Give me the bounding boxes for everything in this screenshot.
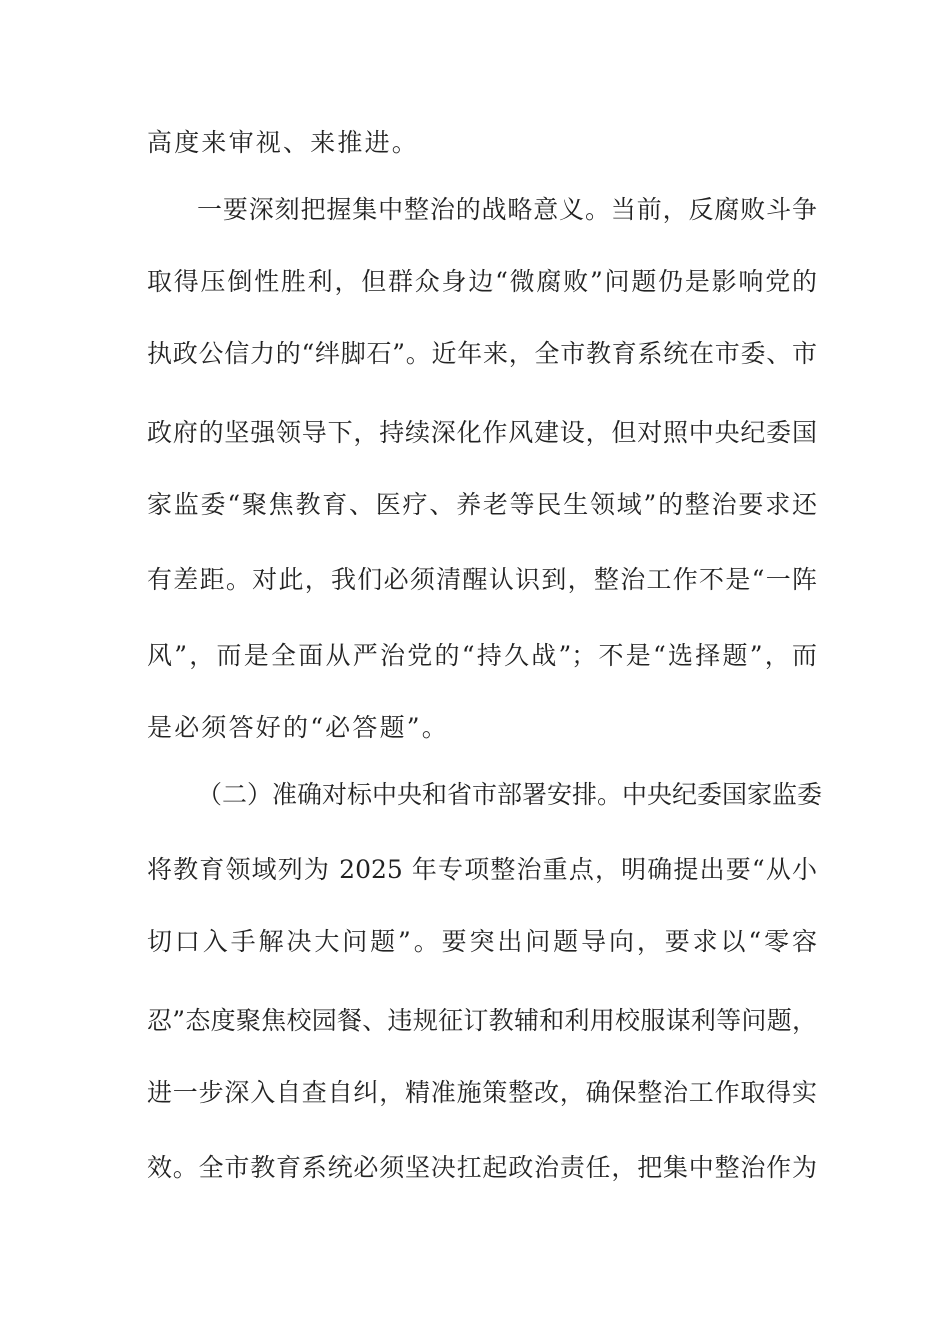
paragraph-3-line-5: 进一步深入自查自纠，精准施策整改，确保整治工作取得实 [147,1078,817,1107]
paragraph-2-line-3: 执政公信力的“绊脚石”。近年来，全市教育系统在市委、市 [147,339,817,368]
paragraph-3-line-2: 将教育领域列为 2025 年专项整治重点，明确提出要“从小 [147,855,817,884]
paragraph-3-line-4: 忍”态度聚焦校园餐、违规征订教辅和利用校服谋利等问题， [147,1006,817,1035]
paragraph-3-line-3: 切口入手解决大问题”。要突出问题导向，要求以“零容 [147,927,817,956]
paragraph-2-line-6: 有差距。对此，我们必须清醒认识到，整治工作不是“一阵 [147,565,817,594]
paragraph-3-line-1: （二）准确对标中央和省市部署安排。中央纪委国家监委 [197,780,823,809]
paragraph-1-line-1: 高度来审视、来推进。 [147,128,420,157]
paragraph-3-line-6: 效。全市教育系统必须坚决扛起政治责任，把集中整治作为 [147,1153,817,1182]
paragraph-2-line-8: 是必须答好的“必答题”。 [147,713,449,742]
paragraph-2-line-7: 风”，而是全面从严治党的“持久战”；不是“选择题”，而 [147,641,817,670]
paragraph-2-line-2: 取得压倒性胜利，但群众身边“微腐败”问题仍是影响党的 [147,267,817,296]
paragraph-2-line-5: 家监委“聚焦教育、医疗、养老等民生领域”的整治要求还 [147,490,817,519]
paragraph-2-line-1: 一要深刻把握集中整治的战略意义。当前，反腐败斗争 [197,195,817,224]
paragraph-2-line-4: 政府的坚强领导下，持续深化作风建设，但对照中央纪委国 [147,418,817,447]
